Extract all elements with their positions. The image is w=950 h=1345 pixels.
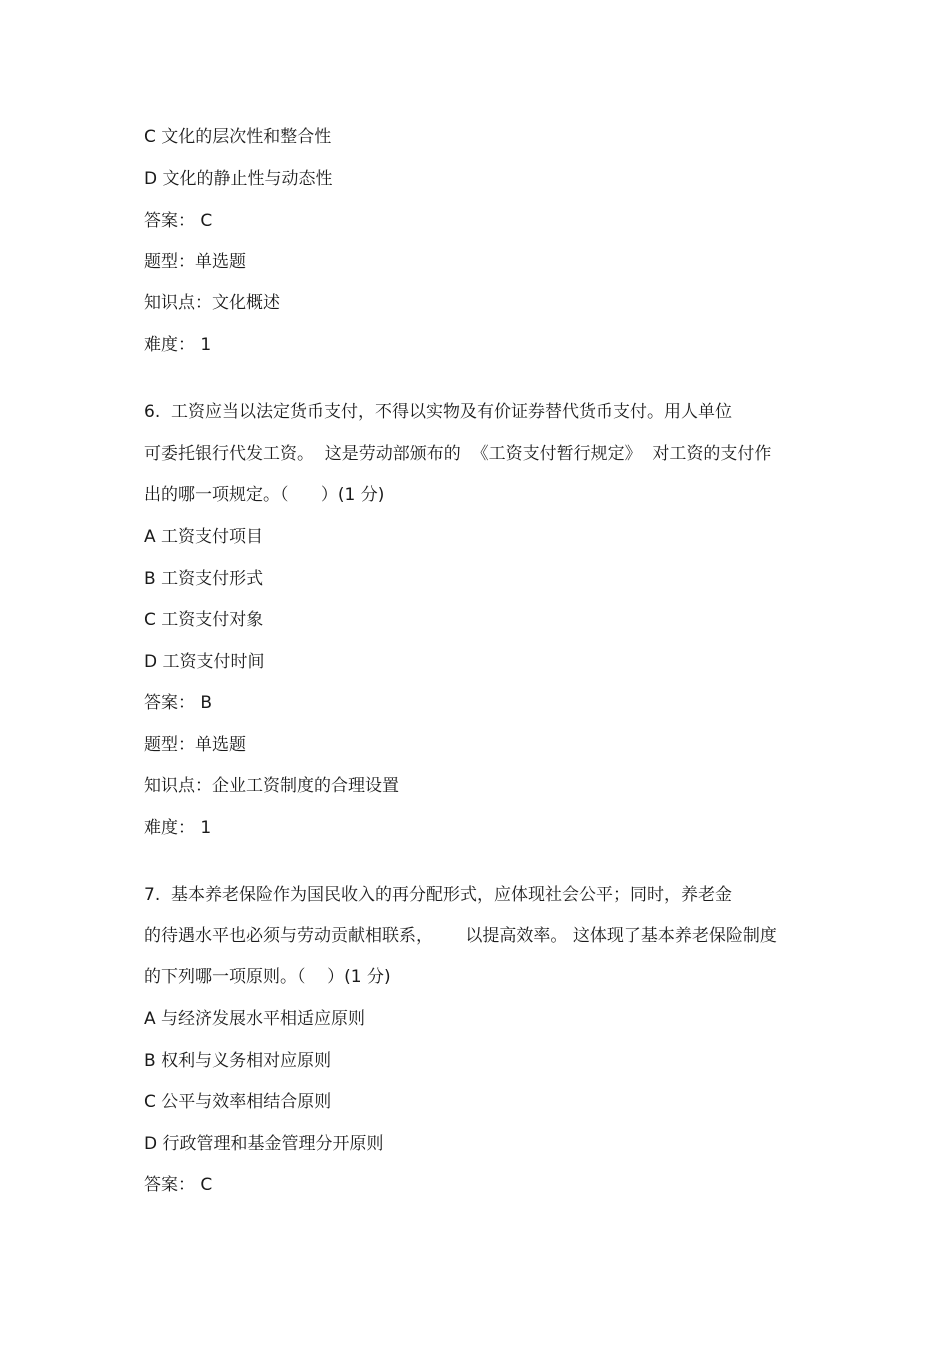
q5-option-c: C 文化的层次性和整合性 — [144, 127, 332, 147]
q7-option-b: B 权利与义务相对应原则 — [144, 1051, 332, 1071]
q7-answer: 答案： C — [144, 1175, 213, 1195]
q5-type: 题型：单选题 — [144, 252, 246, 272]
q5-answer: 答案： C — [144, 211, 213, 231]
q5-difficulty: 难度： 1 — [144, 335, 212, 355]
q6-stem-line3: 出的哪一项规定。（ ）(1 分) — [144, 485, 385, 505]
q5-option-d: D 文化的静止性与动态性 — [144, 169, 333, 189]
q7-stem-line2: 的待遇水平也必须与劳动贡献相联系， 以提高效率。 这体现了基本养老保险制度 — [144, 926, 777, 946]
q7-option-a: A 与经济发展水平相适应原则 — [144, 1009, 366, 1029]
q6-difficulty: 难度： 1 — [144, 818, 212, 838]
q7-option-c: C 公平与效率相结合原则 — [144, 1092, 332, 1112]
q6-option-d: D 工资支付时间 — [144, 652, 265, 672]
q5-knowledge: 知识点：文化概述 — [144, 293, 280, 313]
q6-answer: 答案： B — [144, 693, 213, 713]
q6-option-a: A 工资支付项目 — [144, 527, 264, 547]
q6-type: 题型：单选题 — [144, 735, 246, 755]
q7-stem-line3: 的下列哪一项原则。（ ）(1 分) — [144, 967, 391, 987]
q6-knowledge: 知识点：企业工资制度的合理设置 — [144, 776, 399, 796]
q7-option-d: D 行政管理和基金管理分开原则 — [144, 1134, 384, 1154]
q7-stem-line1: 7. 基本养老保险作为国民收入的再分配形式，应体现社会公平；同时，养老金 — [144, 885, 733, 905]
q6-option-b: B 工资支付形式 — [144, 569, 264, 589]
q6-stem-line1: 6. 工资应当以法定货币支付，不得以实物及有价证券替代货币支付。用人单位 — [144, 402, 733, 422]
q6-stem-line2: 可委托银行代发工资。 这是劳动部颁布的 《工资支付暂行规定》 对工资的支付作 — [144, 444, 772, 464]
q6-option-c: C 工资支付对象 — [144, 610, 264, 630]
